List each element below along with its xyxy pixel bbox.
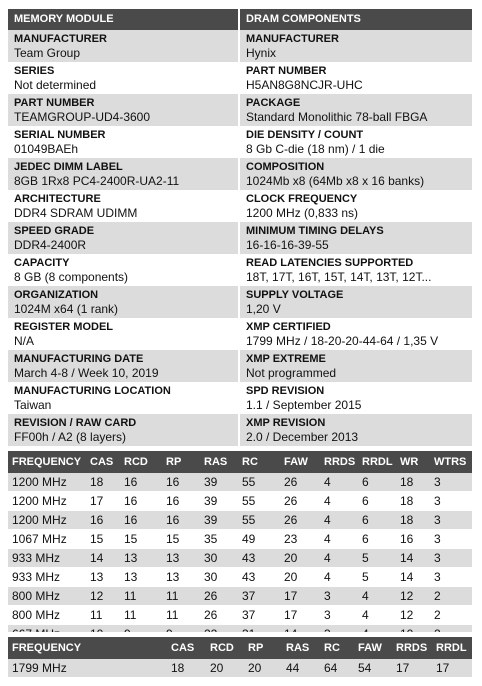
table-cell: 5 <box>358 568 396 587</box>
table-cell: 16 <box>120 473 162 492</box>
table-cell: 4 <box>320 530 358 549</box>
table-cell: 18 <box>396 473 430 492</box>
module-property <box>8 30 238 62</box>
table-cell: 933 MHz <box>8 568 86 587</box>
table-cell: 55 <box>238 473 280 492</box>
xmp-header-row <box>8 637 472 659</box>
property-label: PACKAGE <box>246 97 301 109</box>
table-row <box>8 568 472 587</box>
dram-components-header: DRAM COMPONENTS <box>240 9 472 30</box>
column-header: RAS <box>282 637 320 659</box>
property-label: MINIMUM TIMING DELAYS <box>246 225 384 237</box>
table-cell: 39 <box>200 492 238 511</box>
table-cell: 44 <box>282 659 320 678</box>
table-cell: 17 <box>432 659 472 678</box>
table-cell: 11 <box>120 606 162 625</box>
table-cell: 20 <box>244 659 282 678</box>
property-label: PART NUMBER <box>14 97 95 109</box>
xmp-profile-table <box>8 637 472 678</box>
module-property <box>8 222 238 254</box>
module-property <box>8 414 238 446</box>
property-value: 1.1 / September 2015 <box>246 398 362 412</box>
property-row <box>8 382 472 414</box>
table-cell: 18 <box>167 659 206 678</box>
column-header: FREQUENCY <box>8 451 86 473</box>
dram-property <box>240 254 472 286</box>
column-header: RCD <box>120 451 162 473</box>
property-label: ARCHITECTURE <box>14 193 101 205</box>
timings-table <box>8 451 472 644</box>
column-header: RP <box>244 637 282 659</box>
column-header: RRDL <box>358 451 396 473</box>
property-value: Not determined <box>14 78 97 92</box>
table-cell: 18 <box>396 511 430 530</box>
table-cell: 13 <box>162 549 200 568</box>
property-value: N/A <box>14 334 35 348</box>
table-cell: 13 <box>86 568 120 587</box>
table-cell: 800 MHz <box>8 606 86 625</box>
table-cell: 6 <box>358 511 396 530</box>
property-label: SPD REVISION <box>246 385 325 397</box>
table-cell: 800 MHz <box>8 587 86 606</box>
property-row <box>8 414 472 446</box>
memory-module-header: MEMORY MODULE <box>8 9 238 30</box>
property-label: REGISTER MODEL <box>14 321 114 333</box>
table-cell: 11 <box>162 587 200 606</box>
property-label: SERIAL NUMBER <box>14 129 106 141</box>
property-value: FF00h / A2 (8 layers) <box>14 430 127 444</box>
dram-property <box>240 318 472 350</box>
table-cell: 26 <box>200 587 238 606</box>
table-cell: 3 <box>320 606 358 625</box>
property-label: MANUFACTURER <box>14 33 107 45</box>
property-value: 1,20 V <box>246 302 281 316</box>
property-value: Not programmed <box>246 366 337 380</box>
table-row <box>8 492 472 511</box>
table-cell: 1200 MHz <box>8 511 86 530</box>
column-header: RC <box>238 451 280 473</box>
property-value: 1799 MHz / 18-20-20-44-64 / 1,35 V <box>246 334 439 348</box>
property-value: Taiwan <box>14 398 52 412</box>
property-label: JEDEC DIMM LABEL <box>14 161 123 173</box>
panel-headers <box>8 9 472 30</box>
property-row <box>8 254 472 286</box>
property-row <box>8 286 472 318</box>
dram-property <box>240 126 472 158</box>
table-cell: 6 <box>358 492 396 511</box>
property-label: DIE DENSITY / COUNT <box>246 129 364 141</box>
column-header: FAW <box>280 451 320 473</box>
column-header: CAS <box>86 451 120 473</box>
property-label: READ LATENCIES SUPPORTED <box>246 257 414 269</box>
table-cell: 12 <box>86 587 120 606</box>
dram-property <box>240 382 472 414</box>
property-value: H5AN8G8NCJR-UHC <box>246 78 363 92</box>
column-header: RP <box>162 451 200 473</box>
module-property <box>8 62 238 94</box>
table-cell: 26 <box>280 511 320 530</box>
table-cell: 26 <box>280 473 320 492</box>
table-cell: 3 <box>320 587 358 606</box>
table-row <box>8 549 472 568</box>
property-label: SPEED GRADE <box>14 225 95 237</box>
table-row <box>8 473 472 492</box>
table-cell: 1200 MHz <box>8 473 86 492</box>
table-cell: 43 <box>238 549 280 568</box>
property-value: March 4-8 / Week 10, 2019 <box>14 366 159 380</box>
table-cell: 3 <box>430 511 472 530</box>
property-value: 16-16-16-39-55 <box>246 238 329 252</box>
property-value: TEAMGROUP-UD4-3600 <box>14 110 151 124</box>
table-cell: 3 <box>430 473 472 492</box>
table-cell: 13 <box>120 549 162 568</box>
property-value: 1024Mb x8 (64Mb x8 x 16 banks) <box>246 174 425 188</box>
table-cell: 64 <box>320 659 354 678</box>
table-cell: 35 <box>200 530 238 549</box>
module-property <box>8 254 238 286</box>
table-cell: 30 <box>200 549 238 568</box>
dram-property <box>240 350 472 382</box>
table-cell: 16 <box>120 492 162 511</box>
module-property <box>8 286 238 318</box>
property-row <box>8 62 472 94</box>
table-cell: 5 <box>358 549 396 568</box>
property-value: 1024M x64 (1 rank) <box>14 302 119 316</box>
column-header: FAW <box>354 637 392 659</box>
dram-property <box>240 414 472 446</box>
table-cell: 55 <box>238 492 280 511</box>
property-value: Hynix <box>246 46 277 60</box>
table-cell: 14 <box>396 549 430 568</box>
property-rows <box>8 30 472 446</box>
table-cell: 37 <box>238 606 280 625</box>
property-label: XMP EXTREME <box>246 353 326 365</box>
table-cell: 2 <box>430 606 472 625</box>
table-cell: 18 <box>396 492 430 511</box>
table-row <box>8 530 472 549</box>
table-cell: 933 MHz <box>8 549 86 568</box>
table-row <box>8 606 472 625</box>
table-cell: 2 <box>430 587 472 606</box>
table-cell: 16 <box>162 492 200 511</box>
table-cell: 39 <box>200 473 238 492</box>
table-row <box>8 511 472 530</box>
table-cell: 12 <box>396 606 430 625</box>
table-cell: 16 <box>162 511 200 530</box>
table-cell: 16 <box>86 511 120 530</box>
column-header: WR <box>396 451 430 473</box>
property-label: CAPACITY <box>14 257 70 269</box>
table-cell: 12 <box>396 587 430 606</box>
table-cell: 16 <box>120 511 162 530</box>
table-cell: 1067 MHz <box>8 530 86 549</box>
table-cell: 15 <box>120 530 162 549</box>
property-row <box>8 318 472 350</box>
timings-header-row <box>8 451 472 473</box>
property-value: 8GB 1Rx8 PC4-2400R-UA2-11 <box>14 174 180 188</box>
table-cell: 11 <box>120 587 162 606</box>
property-row <box>8 222 472 254</box>
dram-property <box>240 94 472 126</box>
dram-property <box>240 286 472 318</box>
table-cell: 4 <box>358 587 396 606</box>
property-label: COMPOSITION <box>246 161 325 173</box>
module-property <box>8 94 238 126</box>
table-cell: 16 <box>396 530 430 549</box>
table-cell: 11 <box>162 606 200 625</box>
dram-property <box>240 190 472 222</box>
table-cell: 4 <box>320 549 358 568</box>
property-label: XMP REVISION <box>246 417 326 429</box>
property-value: 18T, 17T, 16T, 15T, 14T, 13T, 12T... <box>246 270 432 284</box>
property-label: CLOCK FREQUENCY <box>246 193 358 205</box>
table-cell: 17 <box>86 492 120 511</box>
property-label: XMP CERTIFIED <box>246 321 331 333</box>
table-cell: 3 <box>430 568 472 587</box>
table-cell: 39 <box>200 511 238 530</box>
column-header: CAS <box>167 637 206 659</box>
table-cell: 23 <box>280 530 320 549</box>
module-property <box>8 158 238 190</box>
table-cell: 4 <box>358 606 396 625</box>
dram-property <box>240 222 472 254</box>
column-header: RCD <box>206 637 244 659</box>
table-cell: 55 <box>238 511 280 530</box>
table-cell: 11 <box>86 606 120 625</box>
table-cell: 4 <box>320 492 358 511</box>
property-value: 8 Gb C-die (18 nm) / 1 die <box>246 142 385 156</box>
column-header: RC <box>320 637 354 659</box>
property-label: ORGANIZATION <box>14 289 99 301</box>
property-row <box>8 126 472 158</box>
property-value: 01049BAEh <box>14 142 79 156</box>
table-cell: 13 <box>120 568 162 587</box>
table-cell: 16 <box>162 473 200 492</box>
table-cell: 6 <box>358 473 396 492</box>
table-cell: 17 <box>280 606 320 625</box>
property-value: 1200 MHz (0,833 ns) <box>246 206 359 220</box>
table-cell: 37 <box>238 587 280 606</box>
property-value: 8 GB (8 components) <box>14 270 129 284</box>
table-cell: 17 <box>392 659 432 678</box>
property-label: MANUFACTURING LOCATION <box>14 385 171 397</box>
table-cell: 20 <box>280 549 320 568</box>
property-label: SERIES <box>14 65 55 77</box>
property-value: 2.0 / December 2013 <box>246 430 359 444</box>
table-cell: 14 <box>86 549 120 568</box>
table-cell: 1799 MHz <box>8 659 167 678</box>
property-row <box>8 350 472 382</box>
table-row <box>8 659 472 678</box>
table-cell: 18 <box>86 473 120 492</box>
property-row <box>8 158 472 190</box>
table-cell: 20 <box>280 568 320 587</box>
property-value: Standard Monolithic 78-ball FBGA <box>246 110 428 124</box>
table-cell: 4 <box>320 568 358 587</box>
module-property <box>8 318 238 350</box>
table-cell: 17 <box>280 587 320 606</box>
table-cell: 3 <box>430 530 472 549</box>
table-row <box>8 587 472 606</box>
property-row <box>8 30 472 62</box>
module-property <box>8 126 238 158</box>
table-cell: 49 <box>238 530 280 549</box>
module-property <box>8 350 238 382</box>
table-cell: 15 <box>86 530 120 549</box>
table-cell: 26 <box>280 492 320 511</box>
property-value: DDR4 SDRAM UDIMM <box>14 206 138 220</box>
property-label: REVISION / RAW CARD <box>14 417 137 429</box>
table-cell: 14 <box>396 568 430 587</box>
property-label: MANUFACTURING DATE <box>14 353 144 365</box>
table-cell: 4 <box>320 473 358 492</box>
property-label: MANUFACTURER <box>246 33 339 45</box>
table-cell: 6 <box>358 530 396 549</box>
table-cell: 43 <box>238 568 280 587</box>
column-header: FREQUENCY <box>8 637 167 659</box>
column-header: WTRS <box>430 451 472 473</box>
dram-property <box>240 158 472 190</box>
property-label: PART NUMBER <box>246 65 327 77</box>
table-cell: 1200 MHz <box>8 492 86 511</box>
module-property <box>8 382 238 414</box>
property-value: Team Group <box>14 46 81 60</box>
column-header: RRDS <box>392 637 432 659</box>
module-info-panel <box>8 9 472 446</box>
property-value: DDR4-2400R <box>14 238 87 252</box>
table-cell: 3 <box>430 492 472 511</box>
table-cell: 3 <box>430 549 472 568</box>
column-header: RRDL <box>432 637 472 659</box>
property-row <box>8 190 472 222</box>
column-header: RRDS <box>320 451 358 473</box>
table-cell: 13 <box>162 568 200 587</box>
dram-property <box>240 62 472 94</box>
table-cell: 20 <box>206 659 244 678</box>
column-header: RAS <box>200 451 238 473</box>
table-cell: 30 <box>200 568 238 587</box>
table-cell: 54 <box>354 659 392 678</box>
table-cell: 15 <box>162 530 200 549</box>
table-cell: 26 <box>200 606 238 625</box>
property-label: SUPPLY VOLTAGE <box>246 289 344 301</box>
dram-property <box>240 30 472 62</box>
module-property <box>8 190 238 222</box>
property-row <box>8 94 472 126</box>
table-cell: 4 <box>320 511 358 530</box>
